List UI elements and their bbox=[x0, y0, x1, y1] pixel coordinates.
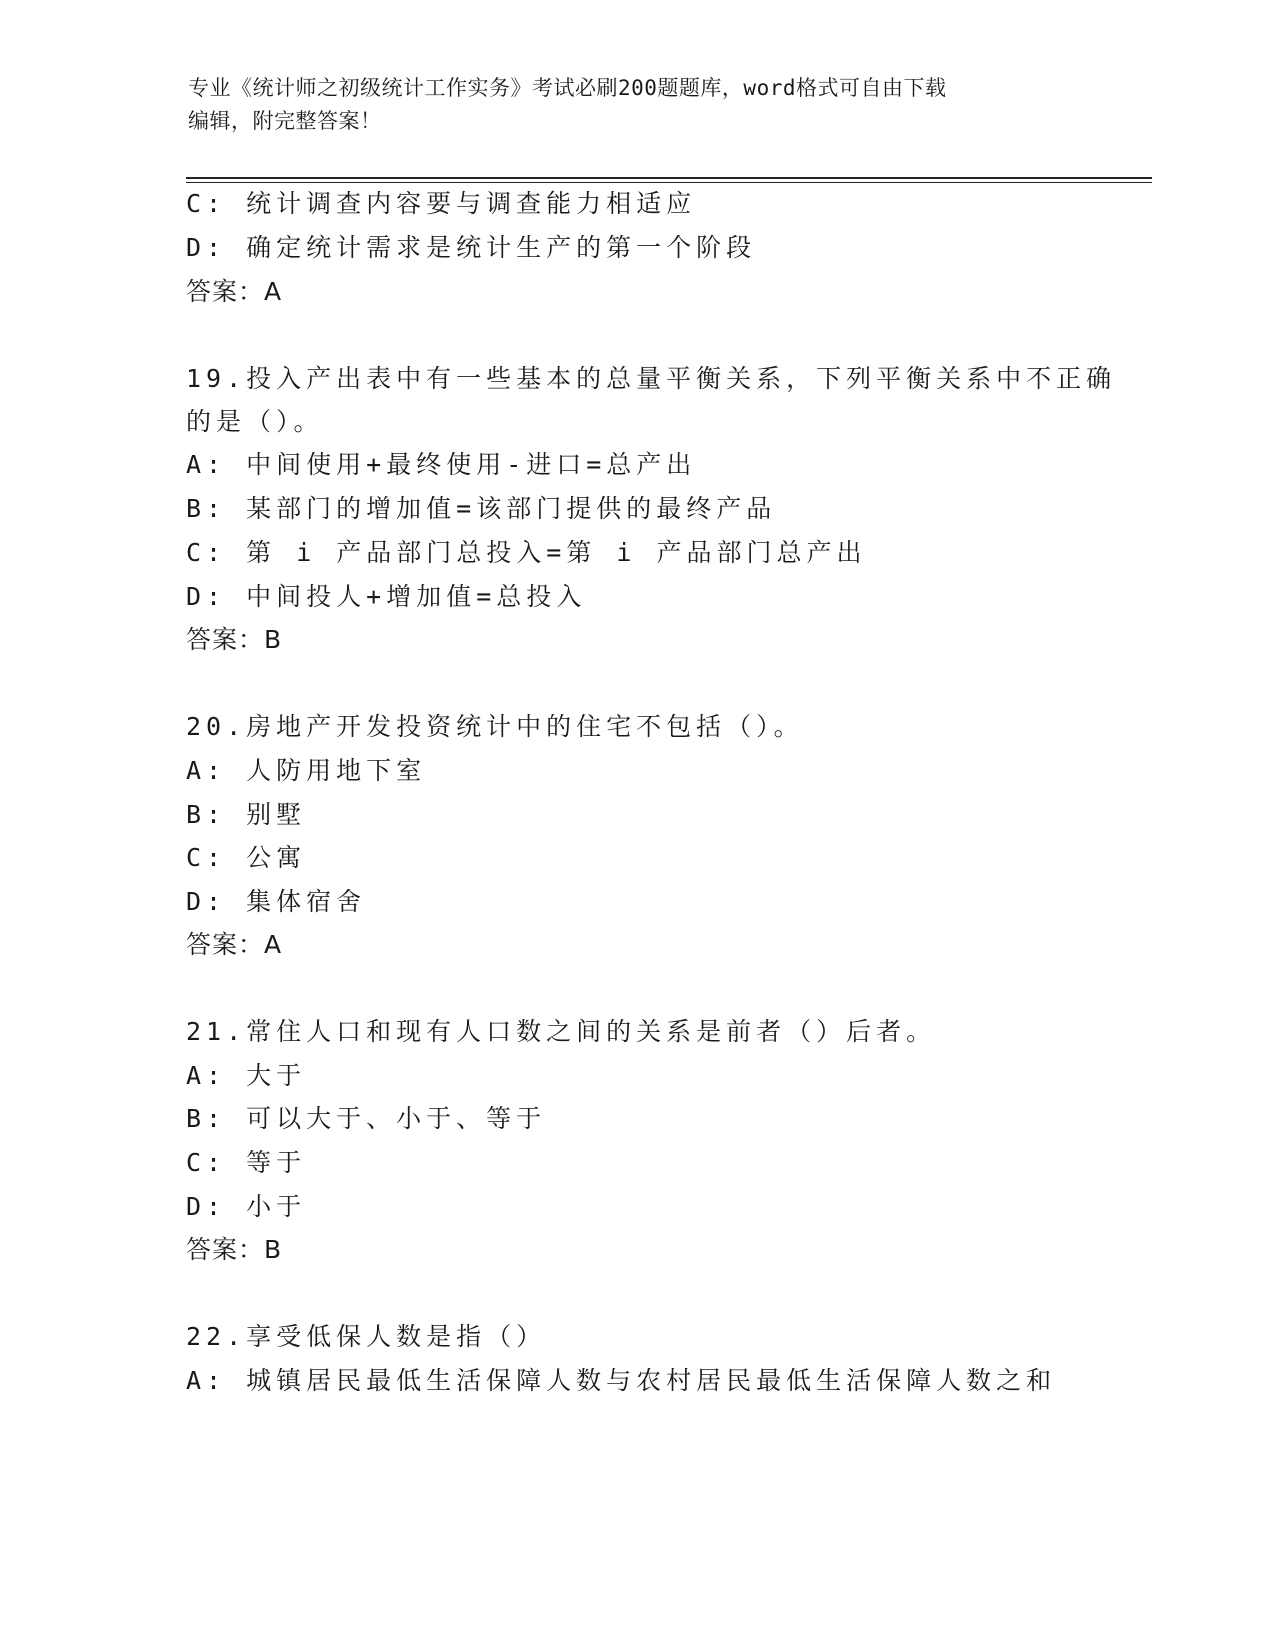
question-19-stem-line-1: 19.投入产出表中有一些基本的总量平衡关系，下列平衡关系中不正确 bbox=[186, 364, 1117, 393]
question-22-stem: 22.享受低保人数是指（） bbox=[186, 1322, 547, 1351]
question-21-stem: 21.常住人口和现有人口数之间的关系是前者（）后者。 bbox=[186, 1017, 937, 1046]
question-20-stem: 20.房地产开发投资统计中的住宅不包括（）。 bbox=[186, 712, 804, 741]
question-19-option-b: B: 某部门的增加值=该部门提供的最终产品 bbox=[186, 494, 777, 523]
header-title-line-2: 编辑，附完整答案！ bbox=[188, 109, 382, 133]
question-19-answer: 答案：B bbox=[186, 625, 283, 654]
document-header bbox=[188, 72, 1088, 138]
question-20-option-c: C: 公寓 bbox=[186, 843, 307, 872]
question-19-stem-line-2: 的是（）。 bbox=[186, 407, 324, 436]
header-divider-thin bbox=[186, 182, 1152, 183]
question-21-option-a: A: 大于 bbox=[186, 1061, 307, 1090]
question-21-answer: 答案：B bbox=[186, 1235, 283, 1264]
question-20-option-d: D: 集体宿舍 bbox=[186, 887, 367, 916]
question-21-option-c: C: 等于 bbox=[186, 1148, 307, 1177]
prev-question-option-c: C: 统计调查内容要与调查能力相适应 bbox=[186, 189, 697, 218]
question-22-option-a: A: 城镇居民最低生活保障人数与农村居民最低生活保障人数之和 bbox=[186, 1366, 1057, 1395]
question-19-option-c: C: 第 i 产品部门总投入=第 i 产品部门总产出 bbox=[186, 538, 867, 567]
question-21-option-b: B: 可以大于、小于、等于 bbox=[186, 1104, 547, 1133]
prev-question-answer: 答案：A bbox=[186, 277, 283, 306]
header-title-line-1: 专业《统计师之初级统计工作实务》考试必刷200题题库，word格式可自由下载 bbox=[188, 76, 947, 100]
question-19-option-a: A: 中间使用+最终使用-进口=总产出 bbox=[186, 450, 697, 479]
header-divider-thick bbox=[186, 177, 1152, 179]
prev-question-option-d: D: 确定统计需求是统计生产的第一个阶段 bbox=[186, 233, 757, 262]
question-20-answer: 答案：A bbox=[186, 930, 283, 959]
question-20-option-b: B: 别墅 bbox=[186, 800, 307, 829]
question-21-option-d: D: 小于 bbox=[186, 1192, 307, 1221]
question-20-option-a: A: 人防用地下室 bbox=[186, 756, 427, 785]
question-19-option-d: D: 中间投人+增加值=总投入 bbox=[186, 582, 587, 611]
